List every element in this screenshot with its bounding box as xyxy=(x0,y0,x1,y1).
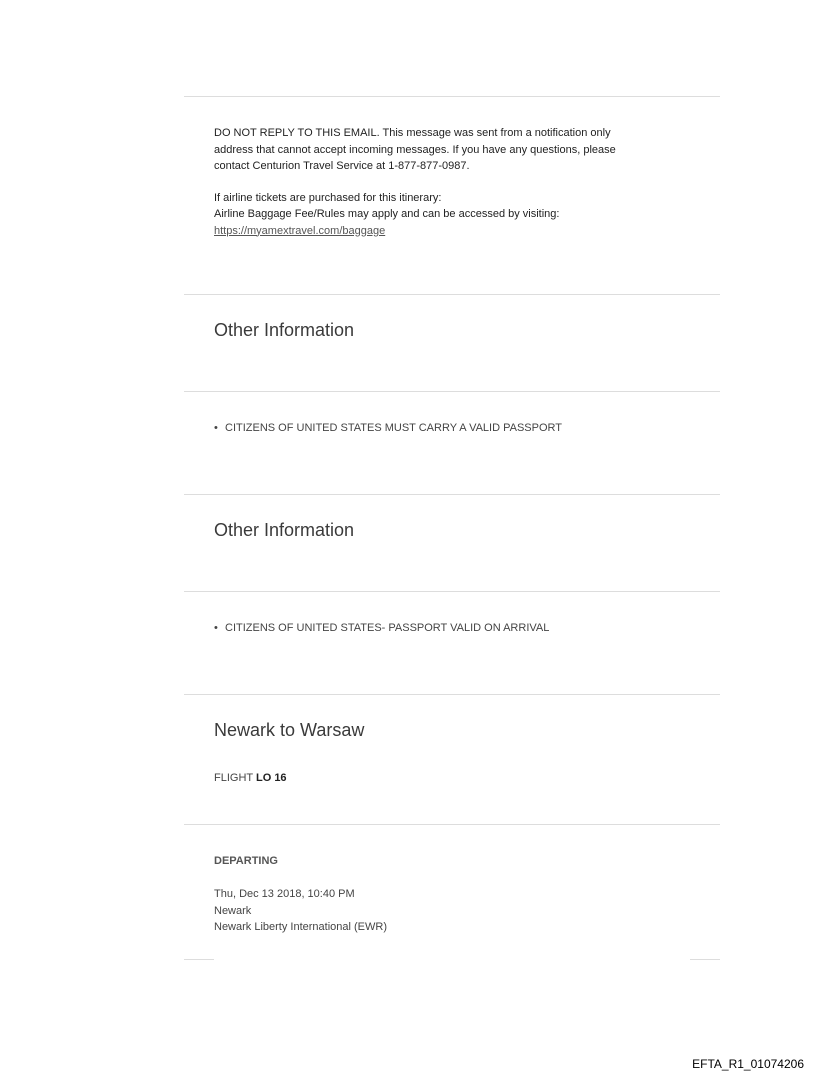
section-title-other-information: Other Information xyxy=(214,320,355,340)
section-divider xyxy=(184,391,720,392)
info-bullet-passport-valid xyxy=(214,622,549,634)
flight-label: FLIGHT xyxy=(214,772,253,784)
info-bullet-passport-required xyxy=(214,422,562,434)
tickets-intro: If airline tickets are purchased for this itinerary: xyxy=(214,191,442,204)
bullet-dot: • xyxy=(214,422,218,434)
departure-city: Newark xyxy=(214,904,252,917)
notice-line-2: address that cannot accept incoming messages. If you have any questions, please xyxy=(214,143,616,156)
notice-line-1: DO NOT REPLY TO THIS EMAIL. This message was sent from a notification only xyxy=(214,127,611,139)
section-divider xyxy=(184,494,720,495)
section-title-other-information: Other Information xyxy=(214,520,355,540)
section-divider xyxy=(184,591,720,592)
baggage-link[interactable]: https://myamextravel.com/baggage xyxy=(214,224,386,237)
info-bullet-text: CITIZENS OF UNITED STATES MUST CARRY A VALID PASSPORT xyxy=(225,422,562,434)
flight-number: LO 16 xyxy=(255,772,287,784)
document-id: EFTA_R1_01074206 xyxy=(692,1057,804,1071)
bottom-right-stub-divider xyxy=(690,959,720,960)
top-divider xyxy=(184,96,720,97)
bullet-dot: • xyxy=(214,622,218,634)
info-bullet-text: CITIZENS OF UNITED STATES- PASSPORT VALID ON ARRIVAL xyxy=(225,622,550,634)
departure-airport: Newark Liberty International (EWR) xyxy=(214,921,388,933)
departure-datetime: Thu, Dec 13 2018, 10:40 PM xyxy=(214,888,355,900)
section-divider xyxy=(184,824,720,825)
departing-label: DEPARTING xyxy=(214,855,278,867)
notice-line-3: contact Centurion Travel Service at 1-877-877-0987. xyxy=(214,160,470,172)
flight-number-line xyxy=(214,772,287,784)
departure-details xyxy=(214,886,387,936)
flight-route-title: Newark to Warsaw xyxy=(214,720,365,740)
section-divider xyxy=(184,294,720,295)
notice-block xyxy=(214,125,684,239)
bottom-left-stub-divider xyxy=(184,959,214,960)
baggage-text: Airline Baggage Fee/Rules may apply and can be accessed by visiting: xyxy=(214,208,560,220)
section-divider xyxy=(184,694,720,695)
